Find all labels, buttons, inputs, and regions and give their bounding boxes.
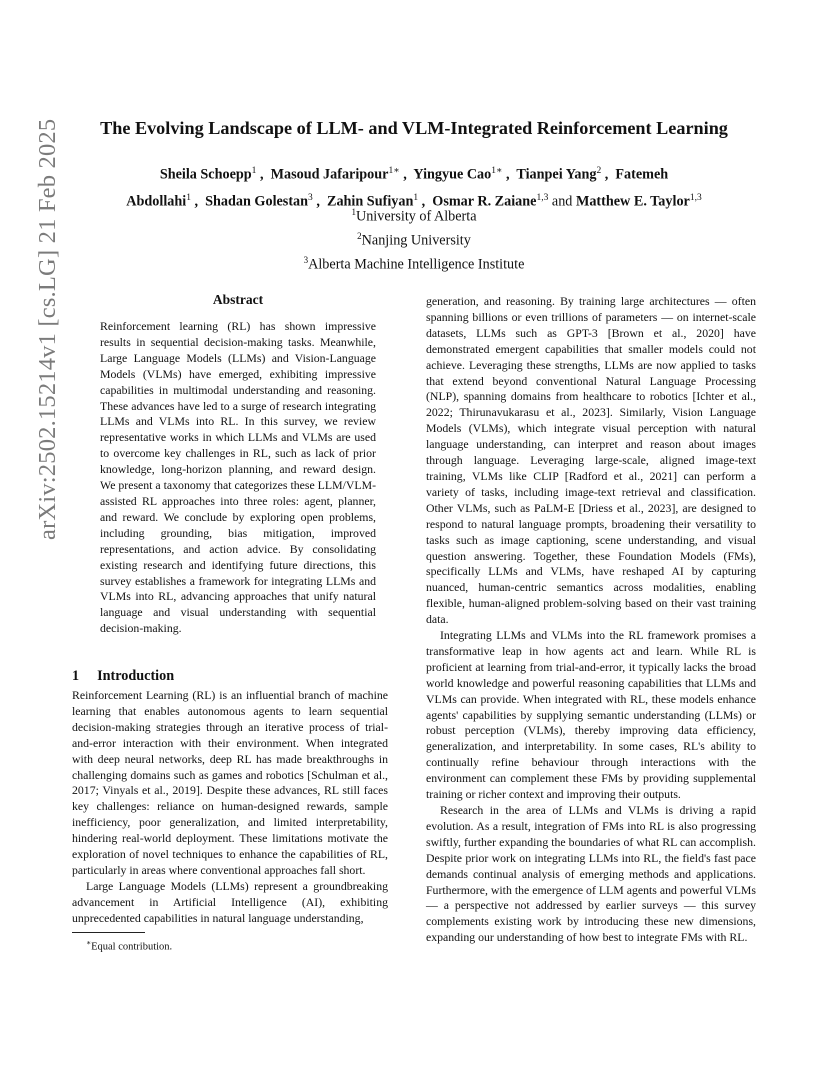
- author-name: Matthew E. Taylor: [575, 193, 690, 210]
- footnote-rule: [72, 932, 145, 933]
- author-affil-mark: 2: [596, 166, 602, 176]
- paragraph: Large Language Models (LLMs) represent a groundbreaking advancement in Artificial Intelligence (AI), exhibiting unprecedented capabilities in natural language understanding,: [72, 878, 388, 925]
- footnote-mark: ∗: [86, 938, 92, 947]
- author-line-2: Abdollahi$^1$ , Shadan Golestan$^3$ , Zahin Sufiyan$^1$ , Osmar R. Zaiane$^{1,3}$ and Matthew E. Taylor$^{1,3}$: [126, 192, 702, 210]
- affiliation: $^1$University of Alberta: [351, 207, 477, 225]
- abstract-heading: Abstract: [212, 292, 264, 307]
- author-affil-mark: 1∗: [491, 166, 503, 176]
- author-affil-mark: 1: [413, 192, 419, 203]
- section-title: Introduction: [97, 668, 175, 684]
- author-affil-mark: 1: [186, 192, 191, 203]
- author-line-1: Sheila Schoepp$^1$ , Masoud Jafaripour$^{1∗}$ , Yingyue Cao$^{1∗}$ , Tianpei Yang$^2$ , Fatemeh: [159, 166, 669, 183]
- and-word: and: [551, 193, 573, 210]
- author-name: Sheila Schoepp: [159, 166, 252, 183]
- author-affil-mark: 1,3: [536, 192, 549, 203]
- paper-title: The Evolving Landscape of LLM- and VLM-Integrated Reinforcement Learning: [100, 118, 728, 138]
- author-affil-mark: 1: [251, 166, 257, 176]
- affiliation: $^2$Nanjing University: [357, 231, 471, 249]
- author-name: Tianpei Yang: [516, 166, 597, 183]
- footnote-text: Equal contribution.: [91, 941, 173, 953]
- section-number: 1: [72, 668, 80, 684]
- left-column-body: [72, 688, 388, 927]
- author-name: Zahin Sufiyan: [326, 193, 414, 210]
- paragraph: generation, and reasoning. By training large architectures — often spanning billions or even trillions of parameters — on internet-scale datasets, LLMs such as GPT-3 [Brown et al., 2020] have demonstrated emergent capabilities that smaller models could not achieve. Leveraging these strengths, LLMs are now applied to tasks that extend beyond conventional Natural Language Processing (NLP), spanning domains from healthcare to robotics [Ichter et al., 2022; Thirunavukarasu et al., 2023]. Similarly, Vision Language Models (VLMs), which integrate visual perception with natural language understanding, can interpret and reason about images through language. Leveraging large-scale, aligned image-text training, VLMs like CLIP [Radford et al., 2021] can perform a variety of tasks, including image-text retrieval and classification. Other VLMs, such as PaLM-E [Driess et al., 2023], are designed to respond to natural language prompts, broadening their versatility to tasks such as image captioning, scene understanding, and visual question answering. Together, these Foundation Models (FMs), specifically LLMs and VLMs, have reshaped AI by capturing nuanced, human-centric semantics across modalities, enabling flexible, human-aligned problem-solving based on their vast training data.: [426, 294, 756, 627]
- paragraph: Integrating LLMs and VLMs into the RL framework promises a transformative leap in how agents act and learn. While RL is proficient at learning from trial-and-error, it typically lacks the broad world knowledge and powerful reasoning capabilities that LLMs and VLMs can provide. When integrated with RL, these models enhance agents' capabilities by supplying semantic understanding (LLMs) or robust perception (VLMs), thereby improving data efficiency, generalization, and interpretability. In some cases, RL's ability to continually refine behaviour through interactions with the environment can complement these FMs by providing supplemental training or richer context and improving their outputs.: [426, 628, 756, 802]
- author-name: Fatemeh: [615, 166, 669, 183]
- abstract-text: Reinforcement learning (RL) has shown impressive results in sequential decision-making tasks. Meanwhile, Large Language Models (LLMs) and Vision-Language Models (VLMs) have emerged, exhibiting impressive capabilities in multimodal understanding and reasoning. These advances have led to a surge of research integrating LLMs and VLMs into RL. In this survey, we review representative works in which LLMs and VLMs are used to overcome key challenges in RL, such as lack of prior knowledge, long-horizon planning, and reward design. We present a taxonomy that categorizes these LLM/VLM-assisted RL approaches into three roles: agent, planner, and reward. We conclude by exploring open problems, including grounding, bias mitigation, improved representations, and action advice. By consolidating existing research and identifying future directions, this survey establishes a framework for integrating LLMs and VLMs into RL, advancing approaches that unify natural language and visual understanding with sequential decision-making.: [100, 319, 376, 636]
- author-affil-mark: 1,3: [689, 192, 702, 203]
- author-name: Abdollahi: [126, 193, 187, 210]
- affiliation-list: [72, 203, 756, 276]
- author-name: Masoud Jafaripour: [270, 166, 389, 183]
- paragraph: Reinforcement Learning (RL) is an influential branch of machine learning that enables autonomous agents to learn sequential decision-making strategies through an iterative process of trial-and-error interaction with their environment. When integrated with deep neural networks, deep RL has made breakthroughs in challenging domains such as games and robotics [Schulman et al., 2017; Vinyals et al., 2019]. Despite these advances, RL still faces key challenges: reliance on human-designed rewards, sample inefficiency, poor generalization, and limited interpretability, hindering real-world deployment. These limitations motivate the exploration of novel techniques to enhance the capabilities of RL, particularly in areas where conventional approaches fall short.: [72, 688, 388, 877]
- footnote: [86, 938, 172, 953]
- author-name: Osmar R. Zaiane: [432, 193, 537, 210]
- affiliation: $^3$Alberta Machine Intelligence Institute: [303, 255, 525, 274]
- paragraph: Research in the area of LLMs and VLMs is driving a rapid evolution. As a result, integration of FMs into RL is also progressing swiftly, further expanding the boundaries of what RL can accomplish. Despite prior work on integrating LLMs into RL, the field's fast pace demands continual analysis of emerging methods and applications. Furthermore, with the emergence of LLM agents and powerful VLMs — a perspective not addressed by earlier surveys — this survey complements existing work by introducing these new dimensions, expanding our understanding of how best to integrate FMs with RL.: [426, 803, 756, 945]
- author-name: Yingyue Cao: [413, 166, 492, 183]
- right-column-body: [426, 294, 756, 946]
- author-name: Shadan Golestan: [205, 193, 309, 210]
- arxiv-identifier: arXiv:2502.15214v1 [cs.LG] 21 Feb 2025: [34, 118, 61, 540]
- author-affil-mark: 3: [308, 192, 313, 203]
- arxiv-stamp: [14, 118, 61, 770]
- section-heading: [72, 668, 174, 685]
- author-affil-mark: 1∗: [388, 166, 400, 176]
